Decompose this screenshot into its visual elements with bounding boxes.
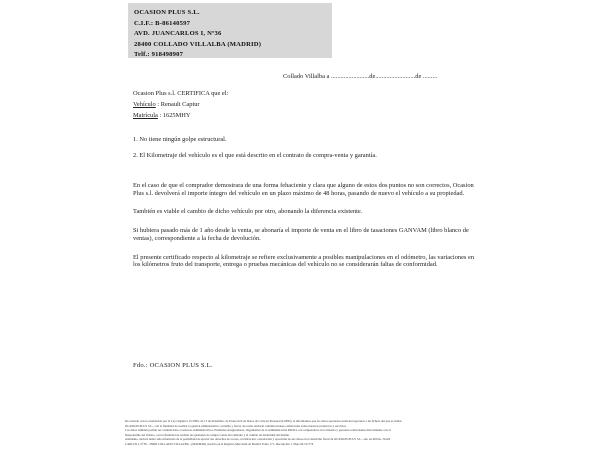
plate-row <box>133 110 473 121</box>
letterhead-block <box>128 3 332 58</box>
point-item: 2. El Kilometraje del vehículo es el que está descrito en el contrato de compra-venta y garantía. <box>133 152 377 159</box>
legal-footer-line: Los datos también podrán ser comunicados a Gestores Administrativos, Entidades Aseguradoras, Organismos de la Administración Pública con competencia en la materia y personas relacionadas directamente con el <box>125 428 391 432</box>
letterhead-company: OCASION PLUS S.L. <box>134 9 200 16</box>
body-paragraphs <box>133 182 475 280</box>
paragraph: También es viable el cambio de dicho vehículo por otro, abonando la diferencia existente. <box>133 208 363 216</box>
point-item: 1. No tiene ningún golpe estructural. <box>133 136 227 143</box>
letterhead-phone: Telf.: 918498907 <box>134 51 184 59</box>
legal-footer-line: Responsable del fichero, con la finalidad de realizar las gestiones de compra venta del vehículo y el cambio de titularidad del mismo. <box>125 432 290 437</box>
certify-intro: Ocasion Plus s.l. CERTIFICA que el: <box>133 90 229 97</box>
points-list <box>133 136 478 168</box>
plate-value: : 1625MHY <box>157 112 191 119</box>
legal-footer <box>125 419 487 446</box>
legal-footer-line: Asimismo, declara haber sido informado de la posibilidad de ejercer sus derechos de acceso, rectificación, cancelación y oposición de sus datos en el domicilio fiscal de OCASION PLUS S.L., sito en AVDA. JUAN <box>125 437 391 441</box>
paragraph: En el caso de que el comprador demostrara de una forma fehaciente y clara que alguno de estos dos puntos no son correctos, Ocasion Plus s.l. devolverá el importe íntegro del vehículo en un plazo máximo de 48 horas, pasando de nuevo el vehículo a su propiedad. <box>133 182 474 197</box>
paragraph: El presente certificado respecto al kilometraje se refiere exclusivamente a posibles manipulaciones en el odómetro, las variaciones en los kilómetros fruto del transporte, entrega o pruebas mecánicas del vehículo no se considerarán faltas de conformidad. <box>133 253 475 269</box>
date-line: Collado Villalba a ........................de.........................de ......... <box>283 73 438 80</box>
legal-footer-line: De acuerdo con lo establecido por la Ley Orgánica 15/1999, de 13 de diciembre, de Protección de Datos de Carácter Personal (LOPD), le informamos que los datos aportados serán incorporados a un fichero del que es titular <box>125 419 402 423</box>
signature-line: Fdo.: OCASION PLUS S.L. <box>133 362 213 369</box>
plate-label: Matrícula <box>133 112 158 119</box>
letterhead-address: AVD. JUANCARLOS I, Nº36 <box>134 30 222 38</box>
letterhead-city: 28400 COLLADO VILLALBA (MADRID) <box>134 40 262 48</box>
legal-footer-line: CARLOS I, Nº36 - 28400 COLLADO VILLALBA - (MADRID), inscrita en el Registro Mercantil de Madrid Tomo 171, Inscripción 1, Hoja M-511774 <box>125 441 314 446</box>
letterhead-cif: C.I.F.: B-86140597 <box>134 19 191 27</box>
vehicle-value: : Renault Captur <box>155 101 200 108</box>
paragraph: Si hubiera pasado más de 1 año desde la venta, se abonaría el importe de venta en el libro de tasaciones GANVAM (libro blanco de ventas), correspondiente a la fecha de devolución. <box>133 227 469 242</box>
legal-footer-line: OCASION PLUS S.L., con la finalidad de realizar la gestión administrativa, contable y fiscal, así como enviarle comunicaciones comerciales sobre nuestros productos y servicios. <box>125 423 347 428</box>
certify-block <box>133 88 473 121</box>
vehicle-row <box>133 99 473 110</box>
vehicle-label: Vehículo <box>133 101 156 108</box>
